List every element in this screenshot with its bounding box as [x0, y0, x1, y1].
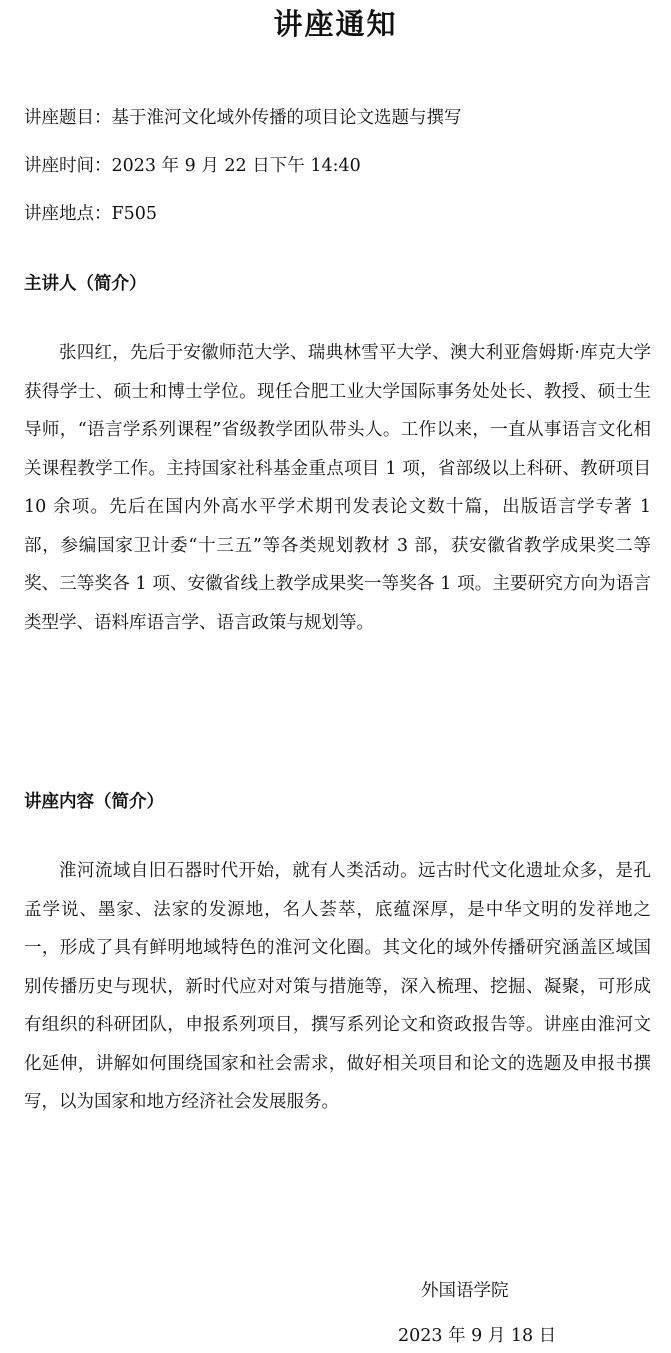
speaker-bio: 张四红，先后于安徽师范大学、瑞典林雪平大学、澳大利亚詹姆斯·库克大学获得学士、硕士和博士学位。现任合肥工业大学国际事务处处长、教授、硕士生导师，“语言学系列课程”省级教学团队带头人。工作以来，一直从事语言文化相关课程教学工作。主持国家社科基金重点项目 1 项，省部级以上科研、教研项目 10 余项。先后在国内外高水平学术期刊发表论文数十篇，出版语言学专著 1 部，参编国家卫计委“十三五”等各类规划教材 3 部，获安徽省教学成果奖二等奖、三等奖各 1 项、安徽省线上教学成果奖一等奖各 1 项。主要研究方向为语言类型学、语料库语言学、语言政策与规划等。 — [24, 343, 651, 633]
lecture-topic-label: 讲座题目： — [24, 108, 112, 128]
lecture-topic-line — [24, 104, 462, 132]
signature-date: 2023 年 9 月 18 日 — [398, 1326, 557, 1346]
lecture-location-label: 讲座地点： — [24, 204, 112, 224]
lecture-location-line — [24, 200, 157, 228]
lecture-topic-value: 基于淮河文化域外传播的项目论文选题与撰写 — [111, 108, 462, 128]
lecture-location-value: F505 — [111, 204, 158, 224]
signature-organization: 外国语学院 — [421, 1281, 509, 1301]
content-summary: 淮河流域自旧石器时代开始，就有人类活动。远古时代文化遗址众多，是孔孟学说、墨家、法家的发源地，名人荟萃，底蕴深厚，是中华文明的发祥地之一，形成了具有鲜明地域特色的淮河文化圈。其文化的域外传播研究涵盖区域国别传播历史与现状，新时代应对对策与措施等，深入梳理、挖掘、凝聚，可形成有组织的科研团队，申报系列项目，撰写系列论文和资政报告等。讲座由淮河文化延伸，讲解如何围绕国家和社会需求，做好相关项目和论文的选题及申报书撰写，以为国家和地方经济社会发展服务。 — [24, 861, 651, 1112]
notice-title: 讲座通知 — [273, 7, 398, 41]
lecture-time-value: 2023 年 9 月 22 日下午 14:40 — [111, 156, 361, 176]
lecture-time-line — [24, 152, 361, 180]
content-heading: 讲座内容（简介） — [24, 792, 164, 812]
lecture-time-label: 讲座时间： — [24, 156, 112, 176]
speaker-heading: 主讲人（简介） — [24, 274, 147, 294]
